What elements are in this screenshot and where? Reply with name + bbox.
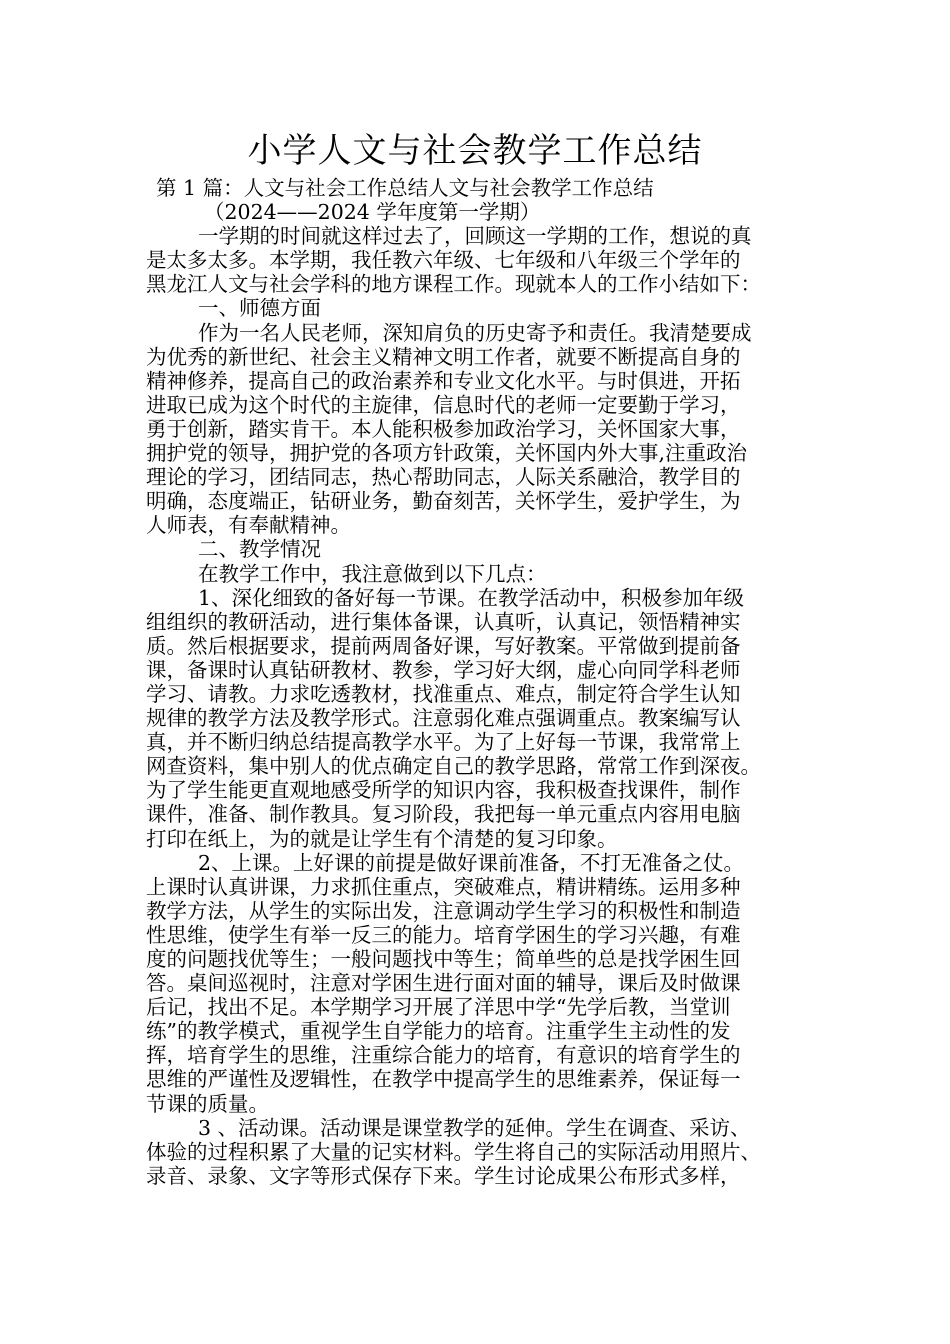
text-line: 练”的教学模式，重视学生自学能力的培育。注重学生主动性的发 [146, 1019, 731, 1044]
text-line: 课，备课时认真钻研教材、教参，学习好大纲，虚心向同学科老师 [146, 657, 741, 682]
text-line: 一学期的时间就这样过去了，回顾这一学期的工作，想说的真 [198, 224, 752, 249]
text-line: 黑龙江人文与社会学科的地方课程工作。现就本人的工作小结如下： [146, 272, 761, 297]
text-line: 学习、请教。力求吃透教材，找准重点、难点，制定符合学生认知 [146, 681, 741, 706]
text-line: 上课时认真讲课，力求抓住重点，突破难点，精讲精练。运用多种 [146, 874, 741, 899]
text-line: 录音、录象、文字等形式保存下来。学生讨论成果公布形式多样， [146, 1163, 741, 1188]
text-line: 组组织的教研活动，进行集体备课，认真听，认真记，领悟精神实 [146, 609, 741, 634]
text-line: 明确，态度端正，钻研业务，勤奋刻苦，关怀学生，爱护学生，为 [146, 489, 741, 514]
text-line: 3 、活动课。活动课是课堂教学的延伸。学生在调查、采访、 [198, 1115, 751, 1140]
text-line: 网查资料，集中别人的优点确定自己的教学思路，常常工作到深夜。 [146, 754, 761, 779]
text-line: 理论的学习，团结同志，热心帮助同志，人际关系融洽，教学目的 [146, 465, 741, 490]
text-line: 度的问题找优等生；一般问题找中等生；简单些的总是找学困生回 [146, 947, 741, 971]
text-line: 第 1 篇：人文与社会工作总结人文与社会教学工作总结 [156, 176, 654, 200]
text-line: 在教学工作中，我注意做到以下几点： [198, 561, 547, 586]
document-title: 小学人文与社会教学工作总结 [247, 131, 703, 171]
text-line: 拥护党的领导，拥护党的各项方针政策，关怀国内外大事,注重政治 [146, 441, 748, 466]
text-line: 规律的教学方法及教学形式。注意弱化难点强调重点。教案编写认 [146, 706, 741, 731]
text-line: 2、上课。上好课的前提是做好课前准备，不打无准备之仗。 [198, 850, 745, 875]
text-line: 人师表，有奉献精神。 [146, 513, 351, 538]
text-line: 真，并不断归纳总结提高教学水平。为了上好每一节课，我常常上 [146, 730, 741, 755]
text-line: 作为一名人民老师，深知肩负的历史寄予和责任。我清楚要成 [198, 320, 752, 345]
text-line: 节课的质量。 [146, 1091, 269, 1116]
text-line: 答。桌间巡视时，注意对学困生进行面对面的辅导，课后及时做课 [146, 971, 741, 996]
text-line: 性思维，使学生有举一反三的能力。培育学困生的学习兴趣，有难 [146, 922, 741, 947]
text-line: 进取已成为这个时代的主旋律，信息时代的老师一定要勤于学习， [146, 392, 741, 417]
text-line: 勇于创新，踏实肯干。本人能积极参加政治学习，关怀国家大事， [146, 416, 741, 441]
text-line: 后记，找出不足。本学期学习开展了洋思中学“先学后教，当堂训 [146, 995, 731, 1020]
text-line: 教学方法，从学生的实际出发，注意调动学生学习的积极性和制造 [146, 898, 741, 923]
text-line: 课件，准备、制作教具。复习阶段，我把每一单元重点内容用电脑 [146, 802, 741, 827]
text-line: 思维的严谨性及逻辑性，在教学中提高学生的思维素养，保证每一 [146, 1067, 741, 1092]
text-line: 为优秀的新世纪、社会主义精神文明工作者，就要不断提高自身的 [146, 344, 741, 369]
document-body [146, 176, 806, 1188]
text-line: 二、教学情况 [198, 537, 321, 562]
text-line: 挥，培育学生的思维，注重综合能力的培育，有意识的培育学生的 [146, 1043, 741, 1068]
text-line: 1、深化细致的备好每一节课。在教学活动中，积极参加年级 [198, 585, 745, 610]
text-line: 打印在纸上，为的就是让学生有个清楚的复习印象。 [146, 826, 618, 851]
text-line: 质。然后根据要求，提前两周备好课，写好教案。平常做到提前备 [146, 633, 741, 658]
text-line: 是太多太多。本学期，我任教六年级、七年级和八年级三个学年的 [146, 248, 741, 273]
text-line: 精神修养，提高自己的政治素养和专业文化水平。与时俱进，开拓 [146, 368, 741, 393]
text-line: 为了学生能更直观地感受所学的知识内容，我积极查找课件，制作 [146, 778, 741, 803]
text-line: 一、师德方面 [198, 296, 321, 321]
text-line: （2024——2024 学年度第一学期） [204, 200, 541, 225]
text-line: 体验的过程积累了大量的记实材料。学生将自己的实际活动用照片、 [146, 1139, 761, 1164]
